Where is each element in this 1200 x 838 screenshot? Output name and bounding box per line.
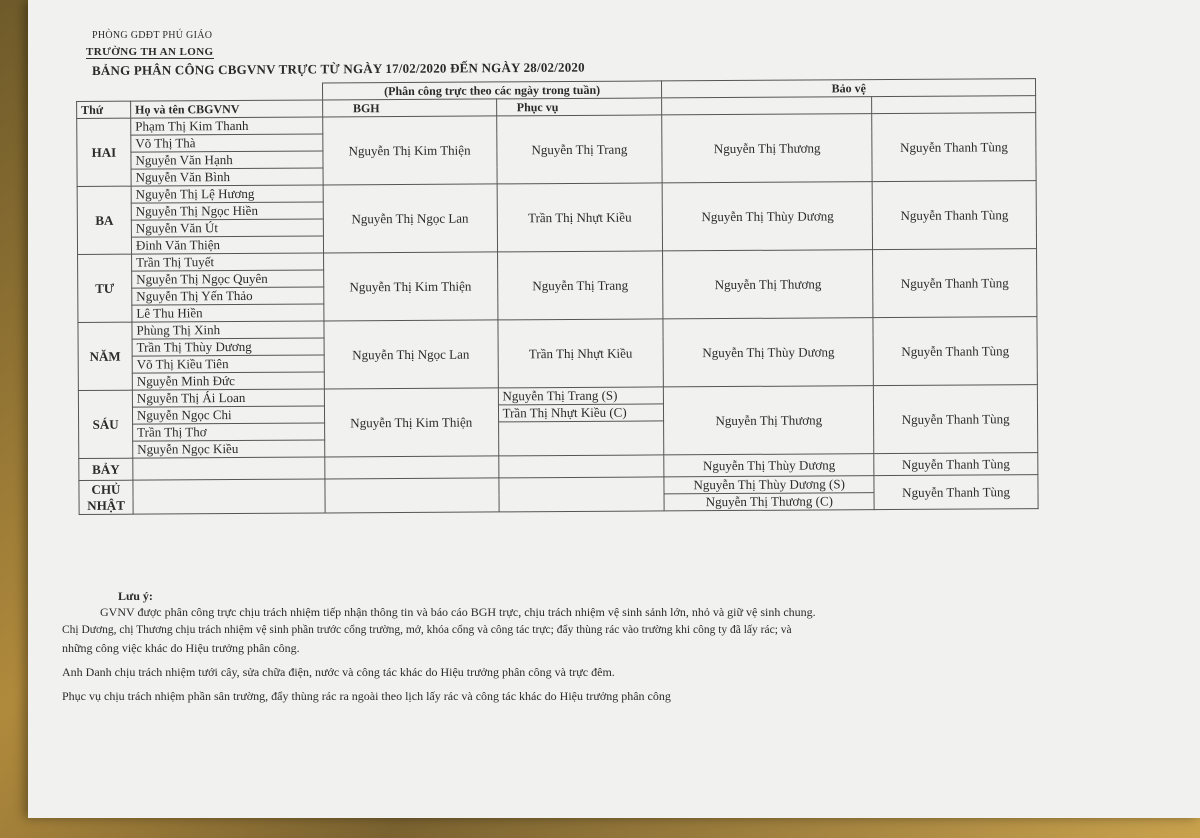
staff-name: Phạm Thị Kim Thanh xyxy=(131,117,323,135)
bao-ve-cell-1: Nguyễn Thị Thương xyxy=(662,114,872,183)
staff-name: Nguyễn Ngọc Chi xyxy=(132,406,324,424)
bao-ve-cell-1: Nguyễn Thị Thùy Dương xyxy=(663,182,873,251)
duty-schedule-table xyxy=(76,78,1039,515)
bao-ve-cell-2: Nguyễn Thanh Tùng xyxy=(873,317,1037,386)
empty-cell xyxy=(325,478,499,513)
staff-name: Nguyễn Thị Ngọc Hiền xyxy=(131,202,323,220)
day-bay: BẢY xyxy=(79,458,133,480)
header-phuc-vu: Phục vụ xyxy=(496,98,662,116)
empty-cell xyxy=(133,457,325,480)
notes-label: Lưu ý: xyxy=(118,589,153,603)
staff-name: Trần Thị Tuyết xyxy=(132,253,324,271)
staff-name: Nguyễn Thị Lệ Hương xyxy=(131,185,323,203)
bao-ve-cell-1: Nguyễn Thị Thương xyxy=(664,386,874,455)
bao-ve-cell-2: Nguyễn Thanh Tùng xyxy=(872,113,1036,182)
bao-ve-cell-2: Nguyễn Thanh Tùng xyxy=(873,385,1037,454)
staff-name: Trần Thị Thùy Dương xyxy=(132,338,324,356)
bao-ve-cell-2: Nguyễn Thanh Tùng xyxy=(872,181,1036,250)
day-hai: HAI xyxy=(77,118,131,186)
note-2a: Chị Dương, chị Thương chịu trách nhiệm vệ sinh phần trước cổng trường, mở, khóa cổng và công tác trực; đẩy thùng rác vào trường khi công ty đã lấy rác; và xyxy=(62,624,792,636)
bao-ve-cell-2: Nguyễn Thanh Tùng xyxy=(874,475,1038,510)
bao-ve-cell-2: Nguyễn Thanh Tùng xyxy=(873,249,1037,318)
day-chu: CHỦ xyxy=(91,481,121,497)
empty-cell xyxy=(325,456,499,479)
bao-ve-cell-chieu: Nguyễn Thị Thương (C) xyxy=(664,493,874,511)
table-subtitle: (Phân công trực theo các ngày trong tuần) xyxy=(322,81,662,100)
header-bao-ve-2 xyxy=(872,96,1036,114)
staff-name: Đinh Văn Thiện xyxy=(131,236,323,254)
day-tu: TƯ xyxy=(78,254,132,322)
school-name: TRƯỜNG TH AN LONG xyxy=(86,46,214,58)
staff-name: Nguyễn Văn Hạnh xyxy=(131,151,323,169)
bgh-cell: Nguyễn Thị Kim Thiện xyxy=(322,116,496,185)
bao-ve-cell-1: Nguyễn Thị Thương xyxy=(663,250,873,319)
note-1: GVNV được phân công trực chịu trách nhiệm tiếp nhận thông tin và báo cáo BGH trực, chịu trách nhiệm vệ sinh sảnh lớn, nhỏ và giữ vệ sinh chung. xyxy=(100,605,816,619)
note-2b: những công việc khác do Hiệu trưởng phân công. xyxy=(62,641,300,655)
bgh-cell: Nguyễn Thị Ngọc Lan xyxy=(323,184,497,253)
day-nhat: NHẬT xyxy=(87,497,125,513)
bao-ve-cell-1: Nguyễn Thị Thùy Dương xyxy=(663,318,873,387)
phuc-vu-cell-sang: Nguyễn Thị Trang (S) xyxy=(498,387,664,405)
phuc-vu-cell: Trần Thị Nhựt Kiều xyxy=(498,319,664,388)
bao-ve-cell-2: Nguyễn Thanh Tùng xyxy=(874,453,1038,476)
staff-name: Nguyễn Văn Bình xyxy=(131,168,323,186)
phuc-vu-cell: Nguyễn Thị Trang xyxy=(496,115,662,184)
document-title: BẢNG PHÂN CÔNG CBGVNV TRỰC TỪ NGÀY 17/02/2020 ĐẾN NGÀY 28/02/2020 xyxy=(91,59,585,78)
bao-ve-cell-sang: Nguyễn Thị Thùy Dương (S) xyxy=(664,476,874,494)
empty-cell xyxy=(498,477,664,512)
staff-name: Phùng Thị Xinh xyxy=(132,321,324,339)
phuc-vu-cell-empty xyxy=(498,421,664,456)
header-ho-ten: Họ và tên CBGVNV xyxy=(131,100,323,118)
header-bgh: BGH xyxy=(322,99,496,117)
staff-name: Nguyễn Ngọc Kiều xyxy=(133,440,325,458)
bgh-cell: Nguyễn Thị Kim Thiện xyxy=(324,388,498,457)
staff-name: Nguyễn Thị Ái Loan xyxy=(132,389,324,407)
staff-name: Nguyễn Thị Yến Thảo xyxy=(132,287,324,305)
header-bao-ve-1 xyxy=(662,97,872,115)
phuc-vu-cell-chieu: Trần Thị Nhựt Kiều (C) xyxy=(498,404,664,422)
staff-name: Nguyễn Minh Đức xyxy=(132,372,324,390)
phuc-vu-cell: Nguyễn Thị Trang xyxy=(497,251,663,320)
header-bao-ve: Bảo vệ xyxy=(662,79,1036,98)
staff-name: Nguyễn Thị Ngọc Quyên xyxy=(132,270,324,288)
day-sau: SÁU xyxy=(78,390,132,458)
empty-cell xyxy=(498,455,664,478)
phuc-vu-cell: Trần Thị Nhựt Kiều xyxy=(497,183,663,252)
day-nam: NĂM xyxy=(78,322,132,390)
note-4: Phục vụ chịu trách nhiệm phần sân trường, đẩy thùng rác ra ngoài theo lịch lấy rác và công tác khác do Hiệu trưởng phân công xyxy=(62,689,671,703)
bao-ve-cell-1: Nguyễn Thị Thùy Dương xyxy=(664,454,874,477)
header-thu: Thứ xyxy=(77,101,131,118)
note-3: Anh Danh chịu trách nhiệm tưới cây, sửa chữa điện, nước và công tác khác do Hiệu trưởng phân công và trực đêm. xyxy=(62,665,615,679)
empty-cell xyxy=(133,479,325,514)
department-name: PHÒNG GDĐT PHÚ GIÁO xyxy=(92,30,213,41)
day-chu-nhat xyxy=(79,480,133,514)
day-ba: BA xyxy=(77,186,131,254)
bgh-cell: Nguyễn Thị Ngọc Lan xyxy=(324,320,498,389)
staff-name: Lê Thu Hiền xyxy=(132,304,324,322)
staff-name: Nguyễn Văn Út xyxy=(131,219,323,237)
bgh-cell: Nguyễn Thị Kim Thiện xyxy=(323,252,497,321)
staff-name: Võ Thị Thà xyxy=(131,134,323,152)
staff-name: Trần Thị Thơ xyxy=(133,423,325,441)
staff-name: Võ Thị Kiều Tiên xyxy=(132,355,324,373)
